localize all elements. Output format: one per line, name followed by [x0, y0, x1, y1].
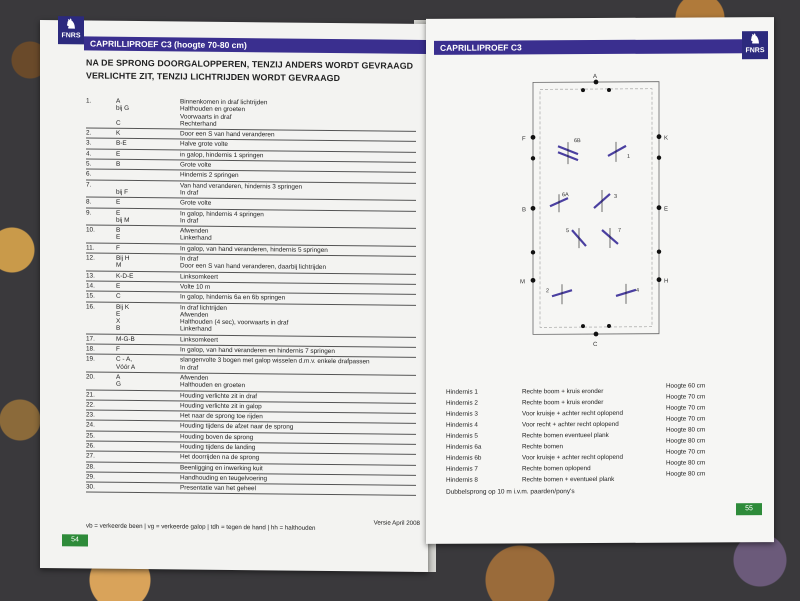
row-marks	[116, 209, 180, 224]
arena-mark: B	[116, 325, 121, 333]
obstacle-name: Hindernis 6a	[446, 443, 482, 451]
arena-mark: E	[116, 282, 121, 290]
arena-mark	[116, 432, 180, 440]
row-description	[180, 464, 416, 474]
row-description	[180, 141, 416, 151]
obstacle-height: Hoogte 80 cm	[666, 470, 706, 478]
horse-icon: ♞	[749, 31, 761, 47]
marker-c-dot	[594, 332, 599, 337]
letter-c: C	[593, 342, 598, 349]
left-page	[40, 16, 428, 572]
row-description	[180, 423, 416, 433]
fence-label-5: 5	[566, 228, 570, 235]
row-number: 18.	[86, 345, 95, 353]
fence-label-2: 2	[546, 288, 550, 295]
arena-mark	[116, 474, 180, 482]
letter-a: A	[593, 74, 598, 81]
row-description	[180, 304, 416, 336]
row-number: 10.	[86, 226, 95, 234]
arena-mark	[116, 463, 180, 471]
row-marks	[116, 335, 180, 343]
track-dot	[657, 249, 661, 253]
fences	[550, 146, 636, 296]
track-dot	[657, 155, 661, 159]
fence-label-6a: 6A	[562, 192, 569, 199]
fence-1	[608, 146, 626, 156]
row-description	[180, 485, 416, 495]
row-description	[180, 283, 416, 293]
row-marks	[116, 272, 180, 280]
track-dot	[607, 88, 611, 92]
arena-mark: X	[116, 317, 121, 325]
description-line: Linkerhand	[180, 325, 212, 334]
arena-mark: B	[116, 160, 121, 168]
description-line: In draf	[180, 217, 199, 225]
row-description	[180, 443, 416, 453]
row-description	[180, 151, 416, 161]
row-number: 5.	[86, 160, 92, 168]
row-marks	[116, 402, 180, 410]
obstacle-height: Hoogte 60 cm	[666, 382, 706, 390]
arena-diagram	[506, 69, 706, 370]
arena-mark	[116, 453, 180, 461]
arena-mark: M-G-B	[116, 335, 135, 343]
row-number: 3.	[86, 139, 92, 147]
title-line-1: NA DE SPRONG DOORGALOPPEREN, TENZIJ ANDERS WORDT GEVRAAGD	[86, 57, 414, 71]
arena-mark: B	[116, 226, 121, 234]
row-marks	[116, 474, 180, 482]
arena-mark: bij F	[116, 188, 129, 196]
description-line: Grote volte	[180, 199, 212, 208]
row-number: 30.	[86, 483, 95, 491]
obstacle-description: Rechte boom + kruis eronder	[522, 387, 604, 396]
fnrs-logo	[58, 16, 84, 44]
exercise-table	[86, 96, 416, 496]
track-dot	[531, 156, 535, 160]
marker-f-dot	[531, 135, 536, 140]
description-line: Halthouden en groeten	[180, 381, 246, 390]
description-line: Handhouding en teugelvoering	[180, 474, 268, 483]
row-number: 6.	[86, 170, 92, 178]
logo-text: FNRS	[61, 32, 81, 40]
description-line: In draf	[180, 189, 199, 197]
description-line: Beenligging en inwerking kuit	[180, 464, 263, 472]
description-line: Afwenden	[180, 227, 209, 235]
row-marks	[116, 161, 180, 169]
arena-mark: E	[116, 234, 121, 242]
row-description	[180, 131, 416, 141]
row-description	[180, 255, 416, 272]
logo-text: FNRS	[745, 47, 765, 55]
row-number: 28.	[86, 463, 95, 471]
row-number: 15.	[86, 292, 95, 300]
obstacle-description: Voor recht + achter recht oplopend	[522, 420, 619, 429]
page-number-left: 54	[62, 534, 88, 546]
obstacle-name: Hindernis 2	[446, 399, 478, 407]
row-description	[180, 172, 416, 182]
description-line: Binnenkomen in draf lichtrijden	[180, 98, 268, 107]
row-number: 16.	[86, 302, 95, 311]
horse-icon: ♞	[65, 16, 77, 32]
row-marks	[116, 227, 180, 242]
row-number: 2.	[86, 129, 92, 137]
row-marks	[116, 293, 180, 301]
track-dot	[581, 88, 585, 92]
obstacle-height: Hoogte 80 cm	[666, 437, 706, 445]
arena-mark: F	[116, 244, 120, 252]
description-line: Door een S van hand veranderen	[180, 130, 275, 139]
letter-m: M	[520, 279, 525, 286]
row-number: 26.	[86, 442, 95, 450]
obstacle-name: Hindernis 5	[446, 432, 478, 440]
row-marks	[116, 151, 180, 159]
title-line-2: VERLICHTE ZIT, TENZIJ LICHTRIJDEN WORDT GEVRAAGD	[86, 70, 341, 84]
row-number: 23.	[86, 411, 95, 419]
description-line: Het naar de sprong toe rijden	[180, 412, 263, 421]
row-description	[180, 210, 416, 227]
row-number: 11.	[86, 244, 95, 252]
arena-mark: C	[116, 292, 121, 301]
arena-mark: F	[116, 345, 120, 353]
direction-arrows	[559, 142, 626, 304]
fence-label-3: 3	[614, 193, 618, 200]
description-line: In galop, hindernis 4 springen	[180, 209, 264, 218]
obstacle-height: Hoogte 70 cm	[666, 448, 706, 456]
arena-mark	[116, 484, 180, 492]
description-line: Door een S van hand veranderen, daarbij lichtrijden	[180, 262, 327, 272]
row-marks	[116, 391, 180, 399]
description-line: In galop, hindernis 6a en 6b springen	[180, 293, 286, 302]
abbreviation-note: vb = verkeerde been | vg = verkeerde galop | tdh = tegen de hand | hh = halthouden	[86, 522, 316, 532]
obstacle-height: Hoogte 80 cm	[666, 459, 706, 467]
row-marks	[116, 130, 180, 138]
description-line: Presentatie van het geheel	[180, 484, 257, 493]
fence-label-4: 4	[636, 287, 640, 294]
row-marks	[116, 484, 180, 492]
description-line: slangenvolte 3 bogen met galop wisselen d.m.v. enkele drafpassen	[180, 356, 370, 366]
description-line: in galop, hindernis 1 springen	[180, 151, 264, 160]
table-row	[86, 96, 416, 132]
row-marks	[116, 171, 180, 179]
row-description	[180, 245, 416, 255]
description-line: In draf	[180, 255, 199, 263]
letter-k: K	[664, 135, 669, 142]
track-dot	[581, 324, 585, 328]
letter-e: E	[664, 206, 669, 213]
row-marks	[116, 412, 180, 420]
row-marks	[116, 453, 180, 461]
row-number: 25.	[86, 432, 95, 440]
description-line: Houding verlichte zit in galop	[180, 402, 262, 411]
arena-mark: C - A,	[116, 356, 132, 364]
row-number: 4.	[86, 150, 92, 158]
table-row	[86, 302, 416, 338]
table-row	[86, 483, 416, 497]
arena-mark: E	[116, 310, 121, 318]
obstacle-description: Voor kruisje + achter recht oplopend	[522, 409, 623, 418]
row-number: 1.	[86, 97, 92, 105]
obstacle-description: Rechte boom + kruis eronder	[522, 398, 604, 407]
fence-label-6b: 6B	[574, 138, 581, 145]
arena-mark: G	[116, 380, 121, 389]
row-marks	[116, 356, 180, 371]
arena-mark: bij G	[116, 105, 130, 113]
row-description	[180, 474, 416, 484]
row-description	[180, 98, 416, 130]
row-description	[180, 228, 416, 245]
obstacle-name: Hindernis 7	[446, 465, 478, 473]
description-line: In draf	[180, 364, 199, 372]
arena-mark: B-E	[116, 140, 127, 148]
row-description	[180, 182, 416, 199]
right-page	[426, 17, 774, 544]
description-line: Linksomkeert	[180, 336, 219, 344]
arena-mark: A	[116, 373, 121, 381]
right-header-bar: CAPRILLIPROEF C3	[434, 39, 744, 55]
row-marks	[116, 140, 180, 148]
arena-mark: E	[116, 199, 121, 207]
row-description	[180, 454, 416, 464]
description-line: Houding tijdens de landing	[180, 443, 256, 452]
arena-mark	[116, 412, 180, 420]
arena-mark	[116, 422, 180, 430]
arena-mark: Vóór A	[116, 363, 136, 371]
obstacle-name: Hindernis 3	[446, 410, 478, 418]
arena-mark: M	[116, 262, 122, 270]
description-line: In galop, van hand veranderen en hindernis 7 springen	[180, 346, 335, 356]
row-marks	[116, 463, 180, 471]
fence-label-7: 7	[618, 227, 622, 234]
obstacle-description: Rechte bomen oplopend	[522, 465, 591, 473]
arena-mark: bij M	[116, 216, 130, 224]
arena-mark: E	[116, 150, 121, 158]
description-line: Grote volte	[180, 161, 212, 169]
marker-e-dot	[657, 205, 662, 210]
obstacle-name: Hindernis 1	[446, 388, 478, 396]
page-number-right: 55	[736, 503, 762, 515]
marker-m-dot	[531, 278, 536, 283]
description-line: Houding tijdens de afzet naar de sprong	[180, 422, 294, 432]
description-line: Houding verlichte zit in draf	[180, 391, 258, 400]
description-line: Hindernis 2 springen	[180, 171, 239, 180]
double-jump-note: Dubbelsprong op 10 m i.v.m. paarden/pony's	[446, 488, 575, 496]
marker-k-dot	[657, 134, 662, 139]
description-line: Halthouden (4 sec), voorwaarts in draf	[180, 318, 289, 327]
row-description	[180, 294, 416, 304]
marker-a-dot	[594, 80, 599, 85]
description-line: Halthouden en groeten	[180, 105, 246, 114]
obstacle-height: Hoogte 70 cm	[666, 415, 706, 423]
row-description	[180, 433, 416, 443]
marker-b-dot	[531, 206, 536, 211]
row-number: 27.	[86, 452, 95, 460]
row-description	[180, 413, 416, 423]
description-line: Linkerhand	[180, 234, 212, 243]
obstacle-legend	[446, 382, 746, 486]
row-description	[180, 357, 416, 374]
arena-mark: Bij K	[116, 303, 130, 311]
left-header-bar: CAPRILLIPROEF C3 (hoogte 70-80 cm)	[84, 36, 426, 54]
row-marks	[116, 199, 180, 207]
row-number: 22.	[86, 401, 95, 409]
track-dot	[531, 250, 535, 254]
row-description	[180, 402, 416, 412]
arena-mark: A	[116, 97, 121, 105]
obstacle-description: Rechte bomen	[522, 443, 563, 451]
row-description	[180, 392, 416, 402]
description-line: Afwenden	[180, 374, 209, 382]
description-line: Houding boven de sprong	[180, 433, 254, 441]
row-marks	[116, 422, 180, 430]
arena-mark: Bij H	[116, 254, 130, 262]
description-line: Het doorrijden na de sprong	[180, 453, 260, 462]
obstacle-name: Hindernis 8	[446, 476, 478, 484]
fence-label-1: 1	[627, 153, 631, 160]
arena-mark: K	[116, 129, 121, 137]
row-marks	[116, 98, 180, 128]
arena-mark: C	[116, 119, 121, 127]
description-line: Volte 10 m	[180, 283, 211, 291]
row-description	[180, 346, 416, 356]
row-number: 9.	[86, 209, 92, 217]
page-title	[86, 56, 413, 85]
description-line: Rechterhand	[180, 120, 217, 128]
row-marks	[116, 432, 180, 440]
arena-mark	[116, 402, 180, 410]
row-number: 19.	[86, 355, 95, 363]
obstacle-name: Hindernis 6b	[446, 454, 482, 462]
arena-markers	[531, 79, 662, 336]
track-dot	[607, 324, 611, 328]
obstacle-height: Hoogte 70 cm	[666, 404, 706, 412]
row-marks	[116, 374, 180, 389]
row-number: 21.	[86, 390, 95, 399]
row-marks	[116, 443, 180, 451]
arena-mark	[116, 391, 180, 399]
legend-row	[446, 470, 746, 486]
version-label: Versie April 2008	[373, 519, 420, 527]
description-line: Afwenden	[180, 311, 209, 319]
row-marks	[116, 283, 180, 291]
obstacle-description: Rechte bomen + eventueel plank	[522, 475, 615, 484]
arena-mark	[116, 443, 180, 451]
obstacle-height: Hoogte 80 cm	[666, 426, 706, 434]
row-description	[180, 200, 416, 210]
letter-f: F	[522, 136, 526, 143]
row-number: 20.	[86, 373, 95, 381]
arena-mark: E	[116, 209, 121, 217]
description-line: Voorwaarts in draf	[180, 113, 232, 121]
letter-h: H	[664, 278, 669, 285]
row-number: 29.	[86, 473, 95, 481]
row-number: 13.	[86, 272, 95, 280]
row-marks	[116, 303, 180, 333]
arena-outline	[533, 82, 659, 335]
row-marks	[116, 245, 180, 253]
row-marks	[116, 346, 180, 354]
arena-mark: K-D-E	[116, 272, 134, 280]
row-description	[180, 162, 416, 172]
row-marks	[116, 255, 180, 270]
row-number: 7.	[86, 181, 92, 189]
row-number: 8.	[86, 198, 92, 206]
obstacle-description: Voor kruisje + achter recht oplopend	[522, 453, 623, 462]
description-line: Halve grote volte	[180, 140, 228, 149]
obstacle-description: Rechte bomen eventueel plank	[522, 431, 609, 440]
row-description	[180, 273, 416, 283]
description-line: In draf lichtrijden	[180, 303, 227, 312]
row-number: 17.	[86, 335, 95, 343]
description-line: In galop, van hand veranderen, hindernis 5 springen	[180, 245, 328, 254]
row-number: 24.	[86, 421, 95, 429]
description-line: Linksomkeert	[180, 273, 219, 281]
fnrs-logo-right	[742, 31, 768, 59]
row-marks	[116, 181, 180, 196]
row-number: 12.	[86, 254, 95, 262]
row-number: 14.	[86, 282, 95, 290]
obstacle-name: Hindernis 4	[446, 421, 478, 429]
letter-b: B	[522, 207, 527, 214]
obstacle-height: Hoogte 70 cm	[666, 393, 706, 401]
row-description	[180, 374, 416, 391]
arena-mark	[116, 171, 180, 179]
marker-h-dot	[657, 277, 662, 282]
row-description	[180, 336, 416, 346]
description-line: Van hand veranderen, hindernis 3 springen	[180, 182, 303, 191]
